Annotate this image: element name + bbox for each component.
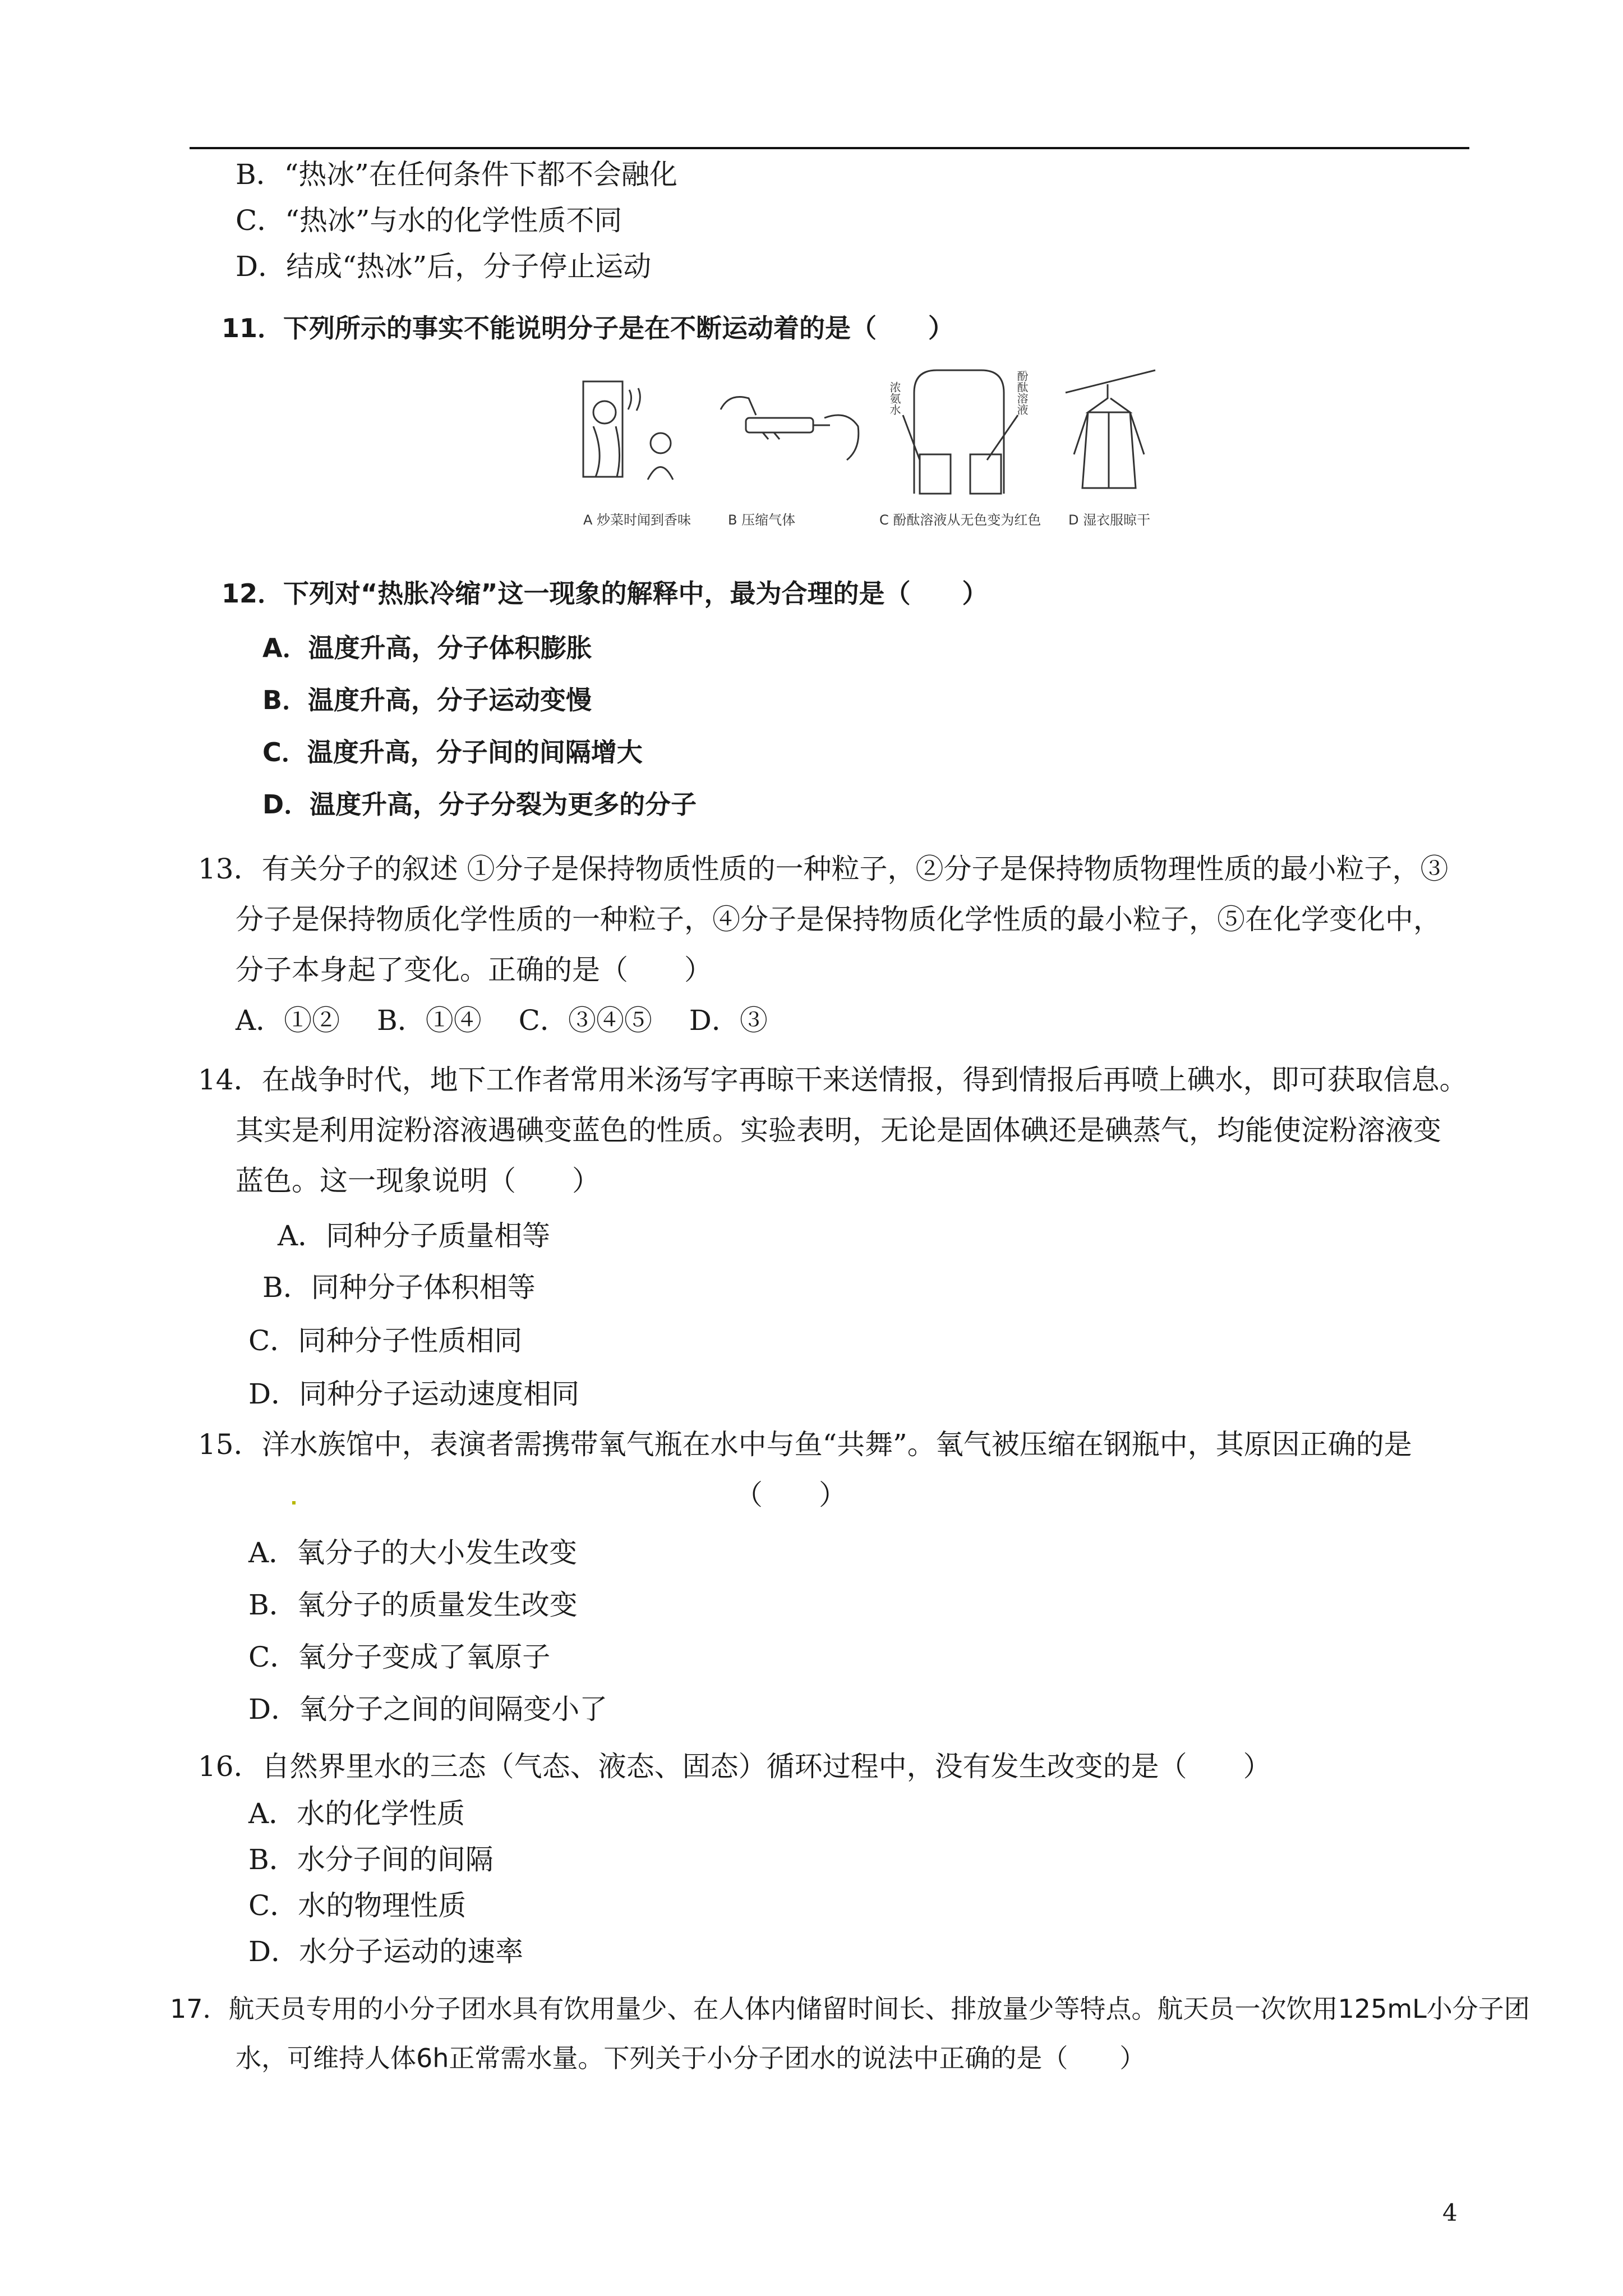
q14-option-a: A．同种分子质量相等	[278, 1220, 551, 1252]
q16-option-c: C．水的物理性质	[248, 1889, 467, 1922]
q14-option-c: C．同种分子性质相同	[248, 1324, 523, 1357]
q14-line-3: 蓝色。这一现象说明（ ）	[236, 1165, 600, 1197]
q14-option-b: B．同种分子体积相等	[262, 1271, 536, 1304]
q12-option-d: D．温度升高，分子分裂为更多的分子	[262, 789, 697, 820]
q11-stem: 11．下列所示的事实不能说明分子是在不断运动着的是（ ）	[222, 313, 955, 343]
figure-label-phenolphthalein: 酚酞溶液	[1015, 370, 1029, 415]
q13-line-1: 13．有关分子的叙述 ①分子是保持物质性质的一种粒子，②分子是保持物质物理性质的最小粒子，③	[198, 853, 1449, 885]
figure-d-hanging-clothes	[1066, 370, 1155, 488]
figure-caption-d: D 湿衣服晾干	[1068, 512, 1151, 528]
header-rule	[190, 147, 1469, 149]
q10-option-c: C．“热冰”与水的化学性质不同	[236, 204, 623, 237]
q15-option-d: D．氧分子之间的间隔变小了	[248, 1693, 608, 1726]
figure-caption-a: A 炒菜时闻到香味	[583, 512, 691, 528]
q14-option-d: D．同种分子运动速度相同	[248, 1378, 580, 1410]
figure-b-syringe	[721, 397, 859, 461]
q11-figure	[561, 359, 1166, 550]
q12-option-b: B．温度升高，分子运动变慢	[262, 685, 592, 715]
q10-option-d: D．结成“热冰”后，分子停止运动	[236, 250, 652, 283]
figure-c-bell-jar	[903, 370, 1018, 494]
q14-line-1: 14．在战争时代，地下工作者常用米汤写字再晾干来送情报，得到情报后再喷上碘水，即可获取信息。	[198, 1064, 1468, 1096]
q15-option-b: B．氧分子的质量发生改变	[248, 1589, 578, 1621]
q12-option-a: A．温度升高，分子体积膨胀	[262, 633, 592, 663]
q17-line-2: 水，可维持人体6h正常需水量。下列关于小分子团水的说法中正确的是（ ）	[236, 2043, 1146, 2073]
q17-line-1: 17．航天员专用的小分子团水具有饮用量少、在人体内储留时间长、排放量少等特点。航天员一次饮用125mL小分子团	[170, 1994, 1530, 2024]
figure-caption-c: C 酚酞溶液从无色变为红色	[879, 512, 1041, 528]
q15-option-a: A．氧分子的大小发生改变	[248, 1536, 578, 1569]
q14-line-2: 其实是利用淀粉溶液遇碘变蓝色的性质。实验表明，无论是固体碘还是碘蒸气，均能使淀粉溶液变	[236, 1114, 1441, 1147]
q16-option-d: D．水分子运动的速率	[248, 1935, 524, 1968]
q12-option-c: C．温度升高，分子间的间隔增大	[262, 737, 643, 767]
q13-options: A．①② B．①④ C．③④⑤ D．③	[236, 1004, 768, 1037]
page-number: 4	[1442, 2199, 1458, 2226]
q16-stem: 16．自然界里水的三态（气态、液态、固态）循环过程中，没有发生改变的是（ ）	[198, 1750, 1271, 1783]
figure-caption-b: B 压缩气体	[728, 512, 796, 528]
q16-option-a: A．水的化学性质	[248, 1797, 465, 1830]
q15-option-c: C．氧分子变成了氧原子	[248, 1641, 551, 1673]
figure-a-cooking-scene	[583, 381, 673, 480]
q16-option-b: B．水分子间的间隔	[248, 1843, 494, 1876]
q13-line-2: 分子是保持物质化学性质的一种粒子，④分子是保持物质化学性质的最小粒子，⑤在化学变化中，	[236, 903, 1441, 936]
q15-stem: 15．洋水族馆中，表演者需携带氧气瓶在水中与鱼“共舞”。氧气被压缩在钢瓶中，其原因正确的是	[198, 1428, 1412, 1461]
q12-stem: 12．下列对“热胀冷缩”这一现象的解释中，最为合理的是（ ）	[222, 578, 988, 609]
q10-option-b: B．“热冰”在任何条件下都不会融化	[236, 158, 677, 191]
q15-answer-paren: （ ）	[735, 1479, 847, 1511]
figure-label-ammonia: 浓氨水	[888, 381, 901, 415]
stray-mark	[292, 1501, 296, 1504]
q13-line-3: 分子本身起了变化。正确的是（ ）	[236, 954, 712, 986]
